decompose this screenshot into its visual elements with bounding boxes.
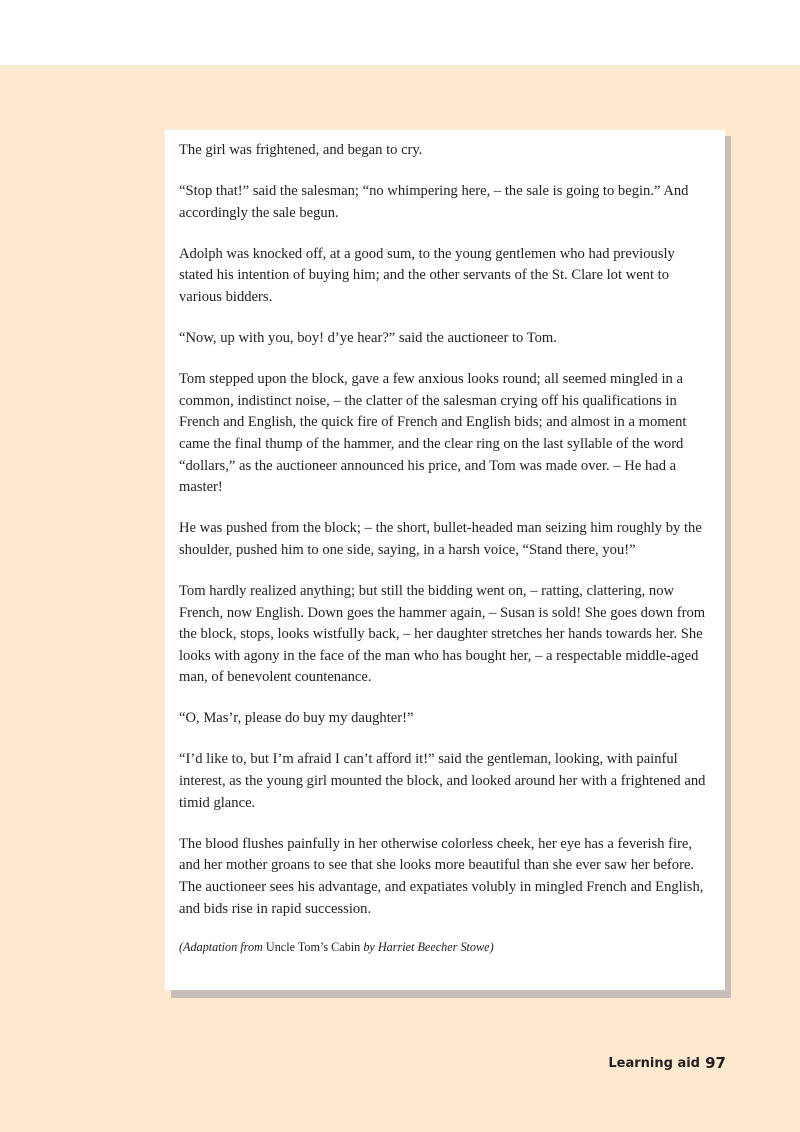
paragraph-5: Tom stepped upon the block, gave a few anxious looks round; all seemed mingled in a common, indistinct noise, – the clatter of the salesman crying off his qualifications in French and English, the quick fire of French and English bids; and almost in a moment came the final thump of the hammer, and the clear ring on the last syllable of the word “dollars,” as the auctioneer announced his price, and Tom was made over. – He had a master! bbox=[179, 371, 687, 496]
source-suffix: by Harriet Beecher Stowe) bbox=[360, 939, 494, 954]
paragraph-3: Adolph was knocked off, at a good sum, to the young gentlemen who had previously stated his intention of buying him; and the other servants of the St. Clare lot went to various bidders. bbox=[179, 245, 675, 305]
page-number: 97 bbox=[705, 1054, 726, 1072]
paragraph-10: The blood flushes painfully in her otherwise colorless cheek, her eye has a feverish fire, and her mother groans to see that she looks more beautiful than she ever saw her before. The auctioneer sees his advantage, and expatiates volubly in mingled French and English, and bids rise in rapid succession. bbox=[179, 835, 704, 917]
source-book-title: Uncle Tom’s Cabin bbox=[265, 939, 361, 954]
paragraph-4: “Now, up with you, boy! d’ye hear?” said the auctioneer to Tom. bbox=[179, 330, 557, 347]
footer-section-label: Learning aid bbox=[608, 1056, 700, 1071]
paragraph-1: The girl was frightened, and began to cry. bbox=[179, 142, 423, 158]
paragraph-6: He was pushed from the block; – the short, bullet-headed man seizing him roughly by the shoulder, pushed him to one side, saying, in a harsh voice, “Stand there, you!” bbox=[179, 520, 702, 558]
text-card bbox=[165, 130, 725, 990]
paragraph-7: Tom hardly realized anything; but still the bidding went on, – ratting, clattering, now French, now English. Down goes the hammer again, – Susan is sold! She goes down from the block, stops, looks wistfully back, – her daughter stretches her hands towards her. She looks with agony in the face of the man who has bought her, – a respectable middle-aged man, of benevolent countenance. bbox=[179, 582, 706, 686]
paragraph-9: “I’d like to, but I’m afraid I can’t afford it!” said the gentleman, looking, with painful interest, as the young girl mounted the block, and looked around her with a frightened and timid glance. bbox=[179, 751, 706, 811]
source-prefix: (Adaptation from bbox=[179, 939, 266, 954]
paragraph-2: “Stop that!” said the salesman; “no whimpering here, – the sale is going to begin.” And accordingly the sale begun. bbox=[179, 183, 689, 221]
paragraph-8: “O, Mas’r, please do buy my daughter!” bbox=[179, 710, 414, 727]
source-citation bbox=[179, 938, 711, 956]
